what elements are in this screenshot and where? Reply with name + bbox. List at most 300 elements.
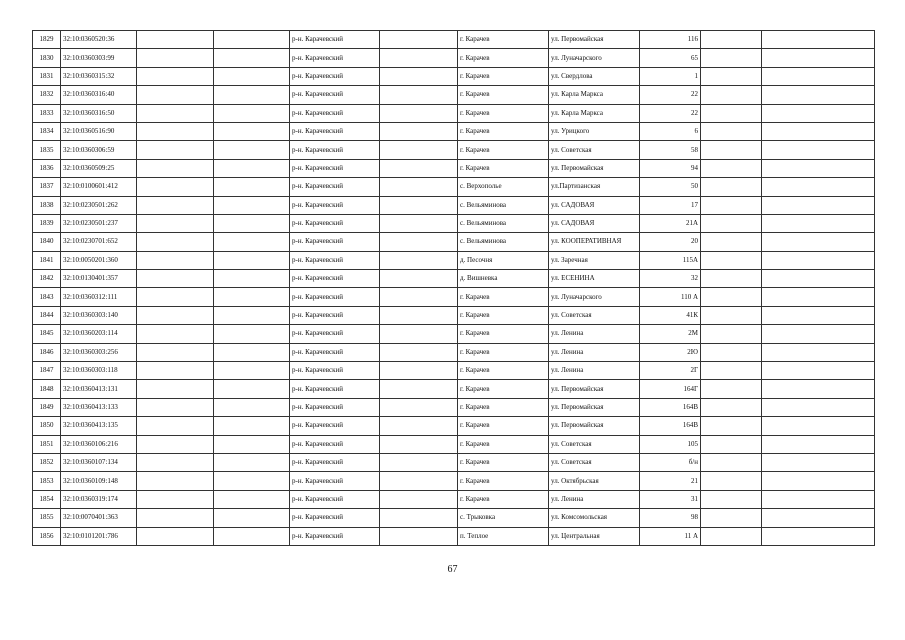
row-number-cell: 1855 (33, 509, 61, 527)
empty-cell (137, 141, 214, 159)
table-row (33, 453, 875, 471)
settlement-cell: г. Карачев (458, 31, 549, 49)
table-row (33, 362, 875, 380)
row-number-cell: 1831 (33, 67, 61, 85)
empty-cell (137, 214, 214, 232)
row-number-cell: 1848 (33, 380, 61, 398)
settlement-cell: с. Вельяминова (458, 233, 549, 251)
street-cell: ул. САДОВАЯ (549, 214, 640, 232)
empty-cell (701, 196, 762, 214)
empty-cell (214, 435, 290, 453)
empty-cell (762, 214, 875, 232)
cadastral-number-cell: 32:10:0230501:237 (61, 214, 137, 232)
empty-cell (380, 122, 458, 140)
empty-cell (137, 380, 214, 398)
empty-cell (762, 67, 875, 85)
empty-cell (214, 214, 290, 232)
settlement-cell: г. Карачев (458, 104, 549, 122)
empty-cell (214, 306, 290, 324)
cadastral-number-cell: 32:10:0070401:363 (61, 509, 137, 527)
empty-cell (701, 104, 762, 122)
street-cell: ул. Карла Маркса (549, 104, 640, 122)
empty-cell (762, 343, 875, 361)
empty-cell (762, 288, 875, 306)
empty-cell (762, 306, 875, 324)
district-cell: р-н. Карачевский (290, 509, 380, 527)
empty-cell (380, 178, 458, 196)
settlement-cell: г. Карачев (458, 49, 549, 67)
house-number-cell: 65 (640, 49, 701, 67)
district-cell: р-н. Карачевский (290, 417, 380, 435)
empty-cell (701, 435, 762, 453)
empty-cell (137, 288, 214, 306)
street-cell: ул. Ленина (549, 490, 640, 508)
table-row (33, 380, 875, 398)
table-row (33, 306, 875, 324)
empty-cell (137, 343, 214, 361)
settlement-cell: г. Карачев (458, 86, 549, 104)
table-row (33, 435, 875, 453)
empty-cell (762, 122, 875, 140)
district-cell: р-н. Карачевский (290, 233, 380, 251)
empty-cell (701, 325, 762, 343)
district-cell: р-н. Карачевский (290, 178, 380, 196)
house-number-cell: б/н (640, 453, 701, 471)
empty-cell (762, 270, 875, 288)
settlement-cell: г. Карачев (458, 453, 549, 471)
empty-cell (762, 398, 875, 416)
empty-cell (137, 49, 214, 67)
empty-cell (214, 343, 290, 361)
street-cell: ул.Партизанская (549, 178, 640, 196)
table-row (33, 233, 875, 251)
empty-cell (380, 343, 458, 361)
empty-cell (701, 380, 762, 398)
street-cell: ул. Октябрьская (549, 472, 640, 490)
cadastral-number-cell: 32:10:0360312:111 (61, 288, 137, 306)
empty-cell (137, 306, 214, 324)
settlement-cell: г. Карачев (458, 343, 549, 361)
row-number-cell: 1854 (33, 490, 61, 508)
house-number-cell: 17 (640, 196, 701, 214)
empty-cell (214, 453, 290, 471)
district-cell: р-н. Карачевский (290, 325, 380, 343)
empty-cell (214, 380, 290, 398)
settlement-cell: с. Вельяминова (458, 214, 549, 232)
settlement-cell: г. Карачев (458, 490, 549, 508)
house-number-cell: 2Г (640, 362, 701, 380)
empty-cell (701, 270, 762, 288)
empty-cell (214, 141, 290, 159)
street-cell: ул. Ленина (549, 325, 640, 343)
table-row (33, 325, 875, 343)
empty-cell (380, 86, 458, 104)
cadastral-number-cell: 32:10:0360315:32 (61, 67, 137, 85)
empty-cell (380, 31, 458, 49)
house-number-cell: 21А (640, 214, 701, 232)
district-cell: р-н. Карачевский (290, 67, 380, 85)
empty-cell (214, 31, 290, 49)
empty-cell (701, 141, 762, 159)
street-cell: ул. САДОВАЯ (549, 196, 640, 214)
row-number-cell: 1847 (33, 362, 61, 380)
empty-cell (137, 472, 214, 490)
empty-cell (701, 178, 762, 196)
table-row (33, 31, 875, 49)
empty-cell (137, 417, 214, 435)
empty-cell (380, 288, 458, 306)
row-number-cell: 1840 (33, 233, 61, 251)
empty-cell (762, 472, 875, 490)
house-number-cell: 20 (640, 233, 701, 251)
cadastral-number-cell: 32:10:0360106:216 (61, 435, 137, 453)
street-cell: ул. Комсомольская (549, 509, 640, 527)
empty-cell (701, 509, 762, 527)
empty-cell (701, 214, 762, 232)
empty-cell (137, 325, 214, 343)
table-row (33, 196, 875, 214)
empty-cell (701, 490, 762, 508)
empty-cell (137, 122, 214, 140)
empty-cell (762, 380, 875, 398)
empty-cell (214, 104, 290, 122)
row-number-cell: 1833 (33, 104, 61, 122)
empty-cell (214, 472, 290, 490)
empty-cell (137, 251, 214, 269)
district-cell: р-н. Карачевский (290, 306, 380, 324)
row-number-cell: 1853 (33, 472, 61, 490)
empty-cell (380, 527, 458, 545)
empty-cell (762, 196, 875, 214)
table-row (33, 472, 875, 490)
district-cell: р-н. Карачевский (290, 490, 380, 508)
settlement-cell: г. Карачев (458, 306, 549, 324)
table-row (33, 49, 875, 67)
empty-cell (380, 398, 458, 416)
row-number-cell: 1844 (33, 306, 61, 324)
empty-cell (762, 31, 875, 49)
row-number-cell: 1837 (33, 178, 61, 196)
empty-cell (214, 362, 290, 380)
empty-cell (762, 527, 875, 545)
row-number-cell: 1836 (33, 159, 61, 177)
empty-cell (380, 270, 458, 288)
empty-cell (137, 509, 214, 527)
house-number-cell: 11 А (640, 527, 701, 545)
row-number-cell: 1845 (33, 325, 61, 343)
street-cell: ул. Карла Маркса (549, 86, 640, 104)
cadastral-number-cell: 32:10:0360319:174 (61, 490, 137, 508)
street-cell: ул. Луначарского (549, 49, 640, 67)
cadastral-number-cell: 32:10:0360303:99 (61, 49, 137, 67)
district-cell: р-н. Карачевский (290, 343, 380, 361)
empty-cell (214, 417, 290, 435)
empty-cell (762, 141, 875, 159)
house-number-cell: 6 (640, 122, 701, 140)
empty-cell (380, 509, 458, 527)
cadastral-number-cell: 32:10:0360303:118 (61, 362, 137, 380)
street-cell: ул. Урицкого (549, 122, 640, 140)
table-row (33, 490, 875, 508)
district-cell: р-н. Карачевский (290, 472, 380, 490)
row-number-cell: 1852 (33, 453, 61, 471)
house-number-cell: 115А (640, 251, 701, 269)
house-number-cell: 50 (640, 178, 701, 196)
row-number-cell: 1856 (33, 527, 61, 545)
empty-cell (380, 49, 458, 67)
empty-cell (214, 86, 290, 104)
empty-cell (214, 251, 290, 269)
empty-cell (380, 362, 458, 380)
empty-cell (380, 490, 458, 508)
empty-cell (214, 49, 290, 67)
empty-cell (762, 490, 875, 508)
district-cell: р-н. Карачевский (290, 362, 380, 380)
empty-cell (701, 472, 762, 490)
empty-cell (380, 453, 458, 471)
row-number-cell: 1843 (33, 288, 61, 306)
settlement-cell: г. Карачев (458, 288, 549, 306)
street-cell: ул. Заречная (549, 251, 640, 269)
table-row (33, 104, 875, 122)
empty-cell (701, 343, 762, 361)
house-number-cell: 22 (640, 86, 701, 104)
empty-cell (137, 362, 214, 380)
table-row (33, 288, 875, 306)
empty-cell (214, 509, 290, 527)
cadastral-number-cell: 32:10:0360109:148 (61, 472, 137, 490)
table-row (33, 214, 875, 232)
settlement-cell: п. Теплое (458, 527, 549, 545)
settlement-cell: с. Вельяминова (458, 196, 549, 214)
empty-cell (701, 49, 762, 67)
settlement-cell: д. Песочня (458, 251, 549, 269)
empty-cell (762, 233, 875, 251)
empty-cell (701, 251, 762, 269)
empty-cell (380, 380, 458, 398)
empty-cell (137, 398, 214, 416)
table-row (33, 509, 875, 527)
district-cell: р-н. Карачевский (290, 49, 380, 67)
row-number-cell: 1829 (33, 31, 61, 49)
register-table (32, 30, 875, 546)
settlement-cell: г. Карачев (458, 325, 549, 343)
street-cell: ул. Советская (549, 306, 640, 324)
empty-cell (214, 288, 290, 306)
cadastral-number-cell: 32:10:0360316:40 (61, 86, 137, 104)
empty-cell (380, 141, 458, 159)
empty-cell (701, 288, 762, 306)
cadastral-number-cell: 32:10:0360316:50 (61, 104, 137, 122)
empty-cell (137, 527, 214, 545)
house-number-cell: 31 (640, 490, 701, 508)
empty-cell (701, 86, 762, 104)
row-number-cell: 1842 (33, 270, 61, 288)
empty-cell (380, 233, 458, 251)
settlement-cell: г. Карачев (458, 398, 549, 416)
empty-cell (137, 178, 214, 196)
empty-cell (380, 67, 458, 85)
empty-cell (137, 453, 214, 471)
cadastral-number-cell: 32:10:0050201:360 (61, 251, 137, 269)
cadastral-number-cell: 32:10:0130401:357 (61, 270, 137, 288)
row-number-cell: 1838 (33, 196, 61, 214)
cadastral-number-cell: 32:10:0360306:59 (61, 141, 137, 159)
empty-cell (214, 122, 290, 140)
cadastral-number-cell: 32:10:0360516:90 (61, 122, 137, 140)
street-cell: ул. Советская (549, 435, 640, 453)
empty-cell (701, 527, 762, 545)
house-number-cell: 164В (640, 398, 701, 416)
empty-cell (762, 159, 875, 177)
house-number-cell: 98 (640, 509, 701, 527)
empty-cell (380, 325, 458, 343)
table-row (33, 270, 875, 288)
empty-cell (762, 435, 875, 453)
house-number-cell: 32 (640, 270, 701, 288)
table-row (33, 67, 875, 85)
empty-cell (701, 306, 762, 324)
house-number-cell: 164Г (640, 380, 701, 398)
empty-cell (380, 417, 458, 435)
district-cell: р-н. Карачевский (290, 122, 380, 140)
house-number-cell: 58 (640, 141, 701, 159)
street-cell: ул. Центральная (549, 527, 640, 545)
empty-cell (214, 67, 290, 85)
house-number-cell: 110 А (640, 288, 701, 306)
table-body (33, 31, 875, 546)
district-cell: р-н. Карачевский (290, 453, 380, 471)
empty-cell (380, 472, 458, 490)
row-number-cell: 1835 (33, 141, 61, 159)
row-number-cell: 1832 (33, 86, 61, 104)
empty-cell (137, 270, 214, 288)
empty-cell (137, 86, 214, 104)
row-number-cell: 1851 (33, 435, 61, 453)
empty-cell (137, 67, 214, 85)
table-row (33, 86, 875, 104)
empty-cell (701, 31, 762, 49)
settlement-cell: г. Карачев (458, 67, 549, 85)
empty-cell (762, 49, 875, 67)
empty-cell (137, 196, 214, 214)
empty-cell (701, 362, 762, 380)
street-cell: ул. Свердлова (549, 67, 640, 85)
empty-cell (701, 233, 762, 251)
settlement-cell: г. Карачев (458, 159, 549, 177)
district-cell: р-н. Карачевский (290, 380, 380, 398)
table-row (33, 159, 875, 177)
empty-cell (380, 306, 458, 324)
empty-cell (762, 104, 875, 122)
empty-cell (137, 159, 214, 177)
cadastral-number-cell: 32:10:0360107:134 (61, 453, 137, 471)
settlement-cell: г. Карачев (458, 472, 549, 490)
settlement-cell: г. Карачев (458, 362, 549, 380)
table-row (33, 141, 875, 159)
cadastral-number-cell: 32:10:0360413:131 (61, 380, 137, 398)
empty-cell (214, 490, 290, 508)
house-number-cell: 21 (640, 472, 701, 490)
empty-cell (380, 159, 458, 177)
empty-cell (380, 251, 458, 269)
settlement-cell: г. Карачев (458, 435, 549, 453)
district-cell: р-н. Карачевский (290, 527, 380, 545)
page-number: 67 (447, 564, 458, 575)
table-row (33, 527, 875, 545)
empty-cell (137, 31, 214, 49)
empty-cell (380, 104, 458, 122)
empty-cell (701, 159, 762, 177)
empty-cell (214, 233, 290, 251)
district-cell: р-н. Карачевский (290, 159, 380, 177)
house-number-cell: 2Ю (640, 343, 701, 361)
street-cell: ул. Ленина (549, 343, 640, 361)
row-number-cell: 1841 (33, 251, 61, 269)
empty-cell (762, 86, 875, 104)
empty-cell (214, 270, 290, 288)
district-cell: р-н. Карачевский (290, 270, 380, 288)
row-number-cell: 1830 (33, 49, 61, 67)
cadastral-number-cell: 32:10:0360509:25 (61, 159, 137, 177)
district-cell: р-н. Карачевский (290, 104, 380, 122)
street-cell: ул. Первомайская (549, 417, 640, 435)
district-cell: р-н. Карачевский (290, 86, 380, 104)
row-number-cell: 1839 (33, 214, 61, 232)
settlement-cell: д. Вишневка (458, 270, 549, 288)
empty-cell (762, 417, 875, 435)
empty-cell (137, 104, 214, 122)
empty-cell (701, 67, 762, 85)
street-cell: ул. Первомайская (549, 159, 640, 177)
table-row (33, 122, 875, 140)
cadastral-number-cell: 32:10:0360413:133 (61, 398, 137, 416)
cadastral-number-cell: 32:10:0360203:114 (61, 325, 137, 343)
cadastral-number-cell: 32:10:0100601:412 (61, 178, 137, 196)
empty-cell (762, 509, 875, 527)
street-cell: ул. КООПЕРАТИВНАЯ (549, 233, 640, 251)
empty-cell (701, 453, 762, 471)
empty-cell (214, 196, 290, 214)
cadastral-number-cell: 32:10:0360303:140 (61, 306, 137, 324)
house-number-cell: 94 (640, 159, 701, 177)
empty-cell (762, 178, 875, 196)
cadastral-number-cell: 32:10:0360303:256 (61, 343, 137, 361)
row-number-cell: 1849 (33, 398, 61, 416)
empty-cell (214, 159, 290, 177)
empty-cell (214, 527, 290, 545)
empty-cell (380, 435, 458, 453)
district-cell: р-н. Карачевский (290, 196, 380, 214)
street-cell: ул. Первомайская (549, 380, 640, 398)
house-number-cell: 105 (640, 435, 701, 453)
cadastral-number-cell: 32:10:0101201:786 (61, 527, 137, 545)
street-cell: ул. Советская (549, 453, 640, 471)
district-cell: р-н. Карачевский (290, 251, 380, 269)
settlement-cell: с. Верхополье (458, 178, 549, 196)
empty-cell (701, 122, 762, 140)
district-cell: р-н. Карачевский (290, 214, 380, 232)
row-number-cell: 1850 (33, 417, 61, 435)
table-row (33, 178, 875, 196)
empty-cell (137, 435, 214, 453)
street-cell: ул. Ленина (549, 362, 640, 380)
cadastral-number-cell: 32:10:0360413:135 (61, 417, 137, 435)
district-cell: р-н. Карачевский (290, 31, 380, 49)
table-row (33, 343, 875, 361)
row-number-cell: 1834 (33, 122, 61, 140)
street-cell: ул. Первомайская (549, 398, 640, 416)
